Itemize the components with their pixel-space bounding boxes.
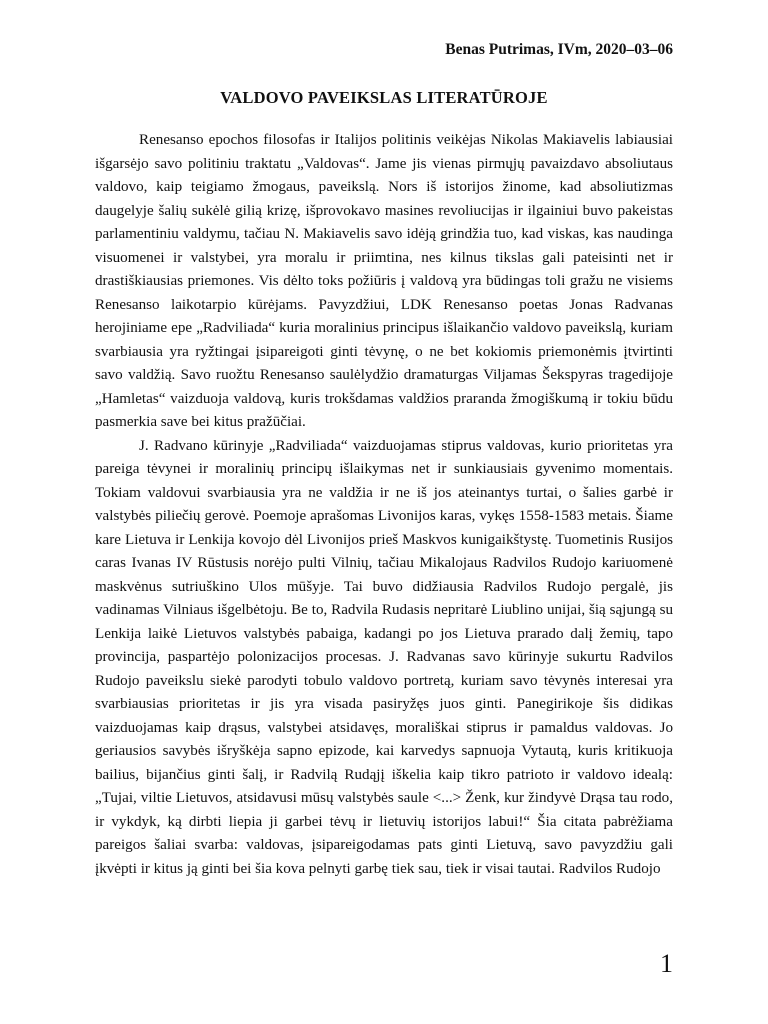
paragraph-2: J. Radvano kūrinyje „Radviliada“ vaizduojamas stiprus valdovas, kurio prioritetas yra pareiga tėvynei ir moralinių principų išlaikymas net ir sunkiausiais gyvenimo momentais. Tokiam valdovui svarbiausia yra ne valdžia ir ne iš jos ateinantys turtai, o šalies garbė ir valstybės piliečių gerovė. Poemoje aprašomas Livonijos karas, vykęs 1558-1583 metais. Šiame kare Lietuva ir Lenkija kovojo dėl Livonijos prieš Maskvos kunigaikštystę. Tuometinis Rusijos caras Ivanas IV Rūstusis norėjo pulti Vilnių, tačiau Mikalojaus Radvilos Rudojo kariuomenė maskvėnus sutriuškino Ulos mūšyje. Tai buvo didžiausia Radvilos Rudojo pergalė, jis vadinamas Vilniaus išgelbėtoju. Be to, Radvila Rudasis nepritarė Liublino unijai, šią sąjungą su Lenkija laikė Lietuvos valstybės pabaiga, kadangi po jos Lietuva prarado dalį žemių, tapo provincija, paspartėjo polonizacijos procesas. J. Radvanas savo kūrinyje sukurtu Radvilos Rudojo paveikslu siekė parodyti tobulo valdovo portretą, kuriam savo tėvynės interesai yra svarbiausias prioritetas ir jis yra visada pasiryžęs juos ginti. Panegirikoje šis didikas vaizduojamas kaip drąsus, valstybei atsidavęs, morališkai stiprus ir pamaldus valdovas. Jo geriausios savybės išryškėja sapno epizode, kai karvedys sapnuoja Vytautą, kuris kritikuoja bailius, bijančius ginti šalį, ir Radvilą Rudąjį iškelia kaip tikro patrioto ir valdovo idealą: „Tujai, viltie Lietuvos, atsidavusi mūsų valstybės saule <...> Ženk, kur žindyvė Drąsa tau rodo, ir vykdyk, ką dirbti liepia ji garbei tėvų ir lietuvių istorijos labui!“ Šia citata pabrėžiama pareigos šaliai svarba: valdovas, įsipareigodamas pats ginti Lietuvą, savo pavyzdžiu gali įkvėpti ir kitus ją ginti bei šia kova pelnyti garbę tiek sau, tiek ir visai tautai. Radvilos Rudojo bbox=[95, 437, 673, 877]
essay-body bbox=[95, 129, 673, 881]
author-date-line: Benas Putrimas, IVm, 2020–03–06 bbox=[445, 41, 673, 58]
essay-title: VALDOVO PAVEIKSLAS LITERATŪROJE bbox=[220, 88, 548, 107]
page-number: 1 bbox=[660, 949, 673, 978]
paragraph-1: Renesanso epochos filosofas ir Italijos politinis veikėjas Nikolas Makiavelis labiausiai išgarsėjo savo politiniu traktatu „Valdovas“. Jame jis vienas pirmųjų pavaizdavo absoliutaus valdovo, kaip teigiamo žmogaus, paveikslą. Nors iš istorijos žinome, kad absoliutizmas daugelyje šalių sukėlė gilią krizę, išprovokavo masines revoliucijas ir ilgainiui buvo pakeistas parlamentiniu valdymu, tačiau N. Makiavelis savo idėją grindžia tuo, kad viskas, kas naudinga visuomenei ir valstybei, yra moralu ir priimtina, nes kilnus tikslas gali pateisinti net ir drastiškiausias priemones. Vis dėlto toks požiūris į valdovą yra būdingas toli gražu ne visiems Renesanso laikotarpio kūrėjams. Pavyzdžiui, LDK Renesanso poetas Jonas Radvanas herojiniame epe „Radviliada“ kuria moralinius principus išlaikančio valdovo paveikslą, kuriam svarbiausia yra ryžtingai įsipareigoti ginti tėvynę, o ne bet kokiomis priemonėmis įtvirtinti savo valdžią. Savo ruožtu Renesanso saulėlydžio dramaturgas Viljamas Šekspyras tragedijoje „Hamletas“ vaizduoja valdovą, kuris trokšdamas valdžios praranda žmogiškumą ir tokiu būdu pasmerkia save bei kitus pražūčiai. bbox=[95, 132, 673, 430]
